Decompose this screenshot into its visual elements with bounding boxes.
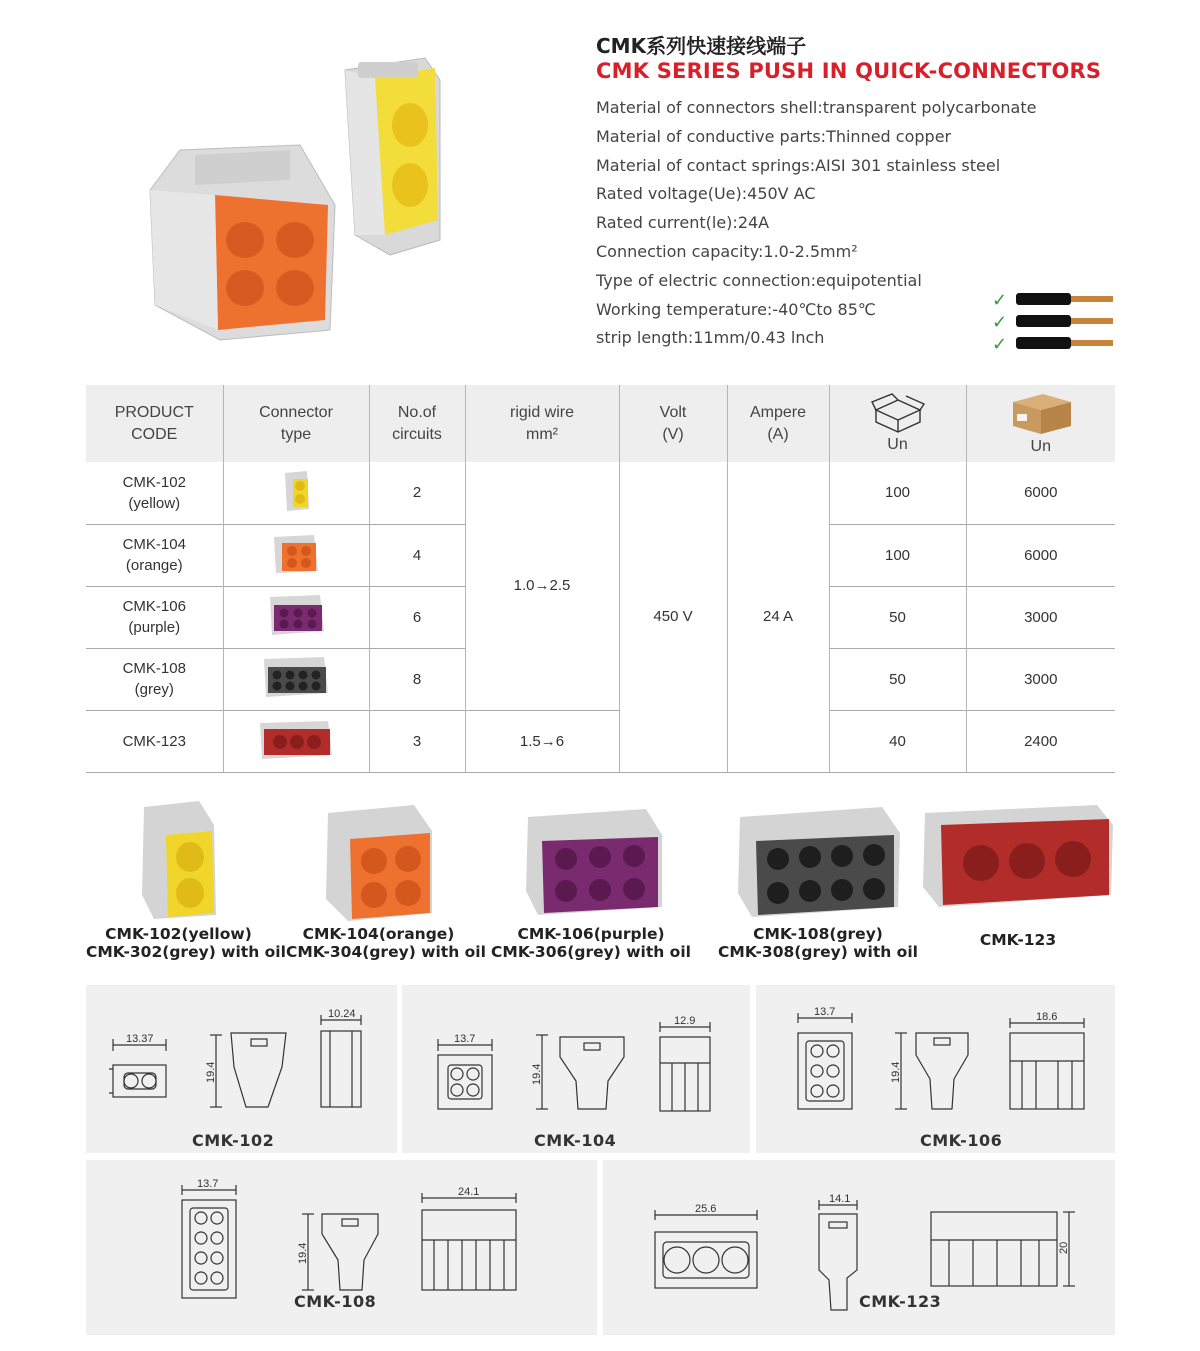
svg-text:13.7: 13.7 — [814, 1006, 836, 1018]
svg-text:24.1: 24.1 — [458, 1186, 480, 1198]
dimension-label: CMK-104 — [534, 1131, 617, 1150]
product-code: CMK-108 (grey) — [86, 648, 223, 710]
spec-rated-voltage: Rated voltage(Ue):450V AC — [596, 184, 816, 204]
gallery-caption-line1: CMK-108(grey) — [753, 925, 883, 943]
gallery-item — [921, 795, 1115, 949]
spec-list — [596, 94, 1036, 353]
header-box-quantity: Un — [829, 385, 966, 462]
connector-image — [921, 795, 1115, 925]
header-circuits: No.of circuits — [369, 385, 465, 462]
spec-working-temperature: Working temperature:-40℃to 85℃ — [596, 299, 876, 319]
connector-thumbnail — [223, 710, 369, 772]
rigid-wire-range: 1.5→6 — [465, 710, 619, 772]
svg-text:25.6: 25.6 — [695, 1203, 717, 1215]
stripped-wire-icon — [990, 288, 1120, 354]
svg-text:13.7: 13.7 — [454, 1033, 476, 1045]
svg-text:19.4: 19.4 — [531, 1063, 543, 1085]
rigid-wire-range: 1.0→2.5 — [465, 462, 619, 710]
ampere-value: 24 A — [727, 462, 829, 772]
gallery-item — [486, 795, 696, 961]
gallery-caption-line2: CMK-302(grey) with oil — [86, 943, 286, 961]
hero-connector-photo — [140, 50, 560, 350]
spec-conductive-material: Material of conductive parts:Thinned copper — [596, 126, 952, 146]
gallery-caption-line1: CMK-104(orange) — [302, 925, 455, 943]
header-connector-type: Connector type — [223, 385, 369, 462]
dimension-panel-cmk-108 — [86, 1160, 597, 1335]
spec-spring-material: Material of contact springs:AISI 301 stainless steel — [596, 155, 1001, 175]
carton-box-icon — [1009, 390, 1073, 436]
gallery-caption-line2: CMK-306(grey) with oil — [491, 943, 691, 961]
product-code: CMK-104 (orange) — [86, 524, 223, 586]
spec-connection-type: Type of electric connection:equipotential — [596, 270, 922, 290]
svg-text:13.37: 13.37 — [126, 1033, 154, 1045]
header-volt: Volt (V) — [619, 385, 727, 462]
circuits-count: 3 — [369, 710, 465, 772]
spec-rated-current: Rated current(le):24A — [596, 213, 770, 233]
spec-shell-material: Material of connectors shell:transparent polycarbonate — [596, 98, 1037, 117]
gallery-caption-line2: CMK-308(grey) with oil — [718, 943, 918, 961]
svg-text:13.7: 13.7 — [197, 1178, 219, 1190]
voltage-value: 450 V — [619, 462, 727, 772]
svg-text:20: 20 — [1058, 1241, 1070, 1254]
carton-quantity: 2400 — [966, 710, 1115, 772]
svg-text:19.4: 19.4 — [890, 1061, 902, 1083]
connector-image — [314, 795, 444, 925]
connector-thumbnail — [223, 648, 369, 710]
dimension-drawings — [86, 985, 1115, 1335]
gallery-caption-line1: CMK-106(purple) — [517, 925, 665, 943]
header-carton-quantity: Un — [966, 385, 1115, 462]
gallery-caption-line1: CMK-123 — [979, 931, 1057, 949]
spec-connection-capacity: Connection capacity:1.0-2.5mm² — [596, 241, 858, 261]
orange-connector-image — [150, 145, 335, 340]
title-english: CMK SERIES PUSH IN QUICK-CONNECTORS — [596, 59, 1102, 83]
dimension-panel-cmk-106 — [756, 985, 1115, 1153]
svg-text:19.4: 19.4 — [205, 1061, 217, 1083]
check-icon: ✓ — [992, 312, 1008, 333]
open-box-icon — [870, 392, 926, 434]
product-code: CMK-123 — [86, 710, 223, 772]
box-quantity: 40 — [829, 710, 966, 772]
title-chinese: CMK系列快速接线端子 — [596, 34, 807, 58]
product-code: CMK-106 (purple) — [86, 586, 223, 648]
carton-quantity: 6000 — [966, 524, 1115, 586]
dimension-label: CMK-106 — [920, 1131, 1003, 1150]
svg-text:10.24: 10.24 — [328, 1008, 356, 1020]
svg-text:14.1: 14.1 — [829, 1193, 851, 1205]
gallery-caption-line1: CMK-102(yellow) — [105, 925, 252, 943]
circuits-count: 4 — [369, 524, 465, 586]
gallery-item — [708, 795, 928, 961]
product-code: CMK-102 (yellow) — [86, 462, 223, 524]
carton-quantity: 3000 — [966, 586, 1115, 648]
product-gallery — [86, 795, 1115, 975]
box-quantity: 100 — [829, 524, 966, 586]
dimension-panel-cmk-104 — [402, 985, 750, 1153]
connector-thumbnail — [223, 586, 369, 648]
table-row — [86, 710, 1115, 772]
header-ampere: Ampere (A) — [727, 385, 829, 462]
connector-image — [732, 795, 904, 925]
svg-text:19.4: 19.4 — [297, 1242, 309, 1264]
circuits-count: 8 — [369, 648, 465, 710]
gallery-caption-line2: CMK-304(grey) with oil — [286, 943, 486, 961]
carton-quantity: 6000 — [966, 462, 1115, 524]
check-icon: ✓ — [992, 334, 1008, 354]
gallery-item — [86, 795, 286, 961]
check-icon: ✓ — [992, 290, 1008, 311]
connector-thumbnail — [223, 462, 369, 524]
dimension-label: CMK-108 — [294, 1292, 377, 1311]
connector-image — [124, 795, 234, 925]
header-product-code: PRODUCT CODE — [86, 385, 223, 462]
connector-thumbnail — [223, 524, 369, 586]
connector-image — [516, 795, 666, 925]
box-quantity: 50 — [829, 586, 966, 648]
carton-quantity: 3000 — [966, 648, 1115, 710]
circuits-count: 2 — [369, 462, 465, 524]
svg-text:18.6: 18.6 — [1036, 1011, 1058, 1023]
box-quantity: 50 — [829, 648, 966, 710]
dimension-label: CMK-102 — [192, 1131, 275, 1150]
dimension-panel-cmk-102 — [86, 985, 397, 1153]
spec-strip-length: strip length:11mm/0.43 lnch — [596, 328, 825, 348]
yellow-connector-image — [345, 58, 440, 255]
box-quantity: 100 — [829, 462, 966, 524]
table-row — [86, 462, 1115, 524]
header-rigid-wire: rigid wire mm² — [465, 385, 619, 462]
dimension-panel-cmk-123 — [603, 1160, 1115, 1335]
svg-text:12.9: 12.9 — [674, 1015, 696, 1027]
gallery-item — [286, 795, 486, 961]
circuits-count: 6 — [369, 586, 465, 648]
dimension-label: CMK-123 — [859, 1292, 942, 1311]
spec-table — [86, 385, 1115, 773]
